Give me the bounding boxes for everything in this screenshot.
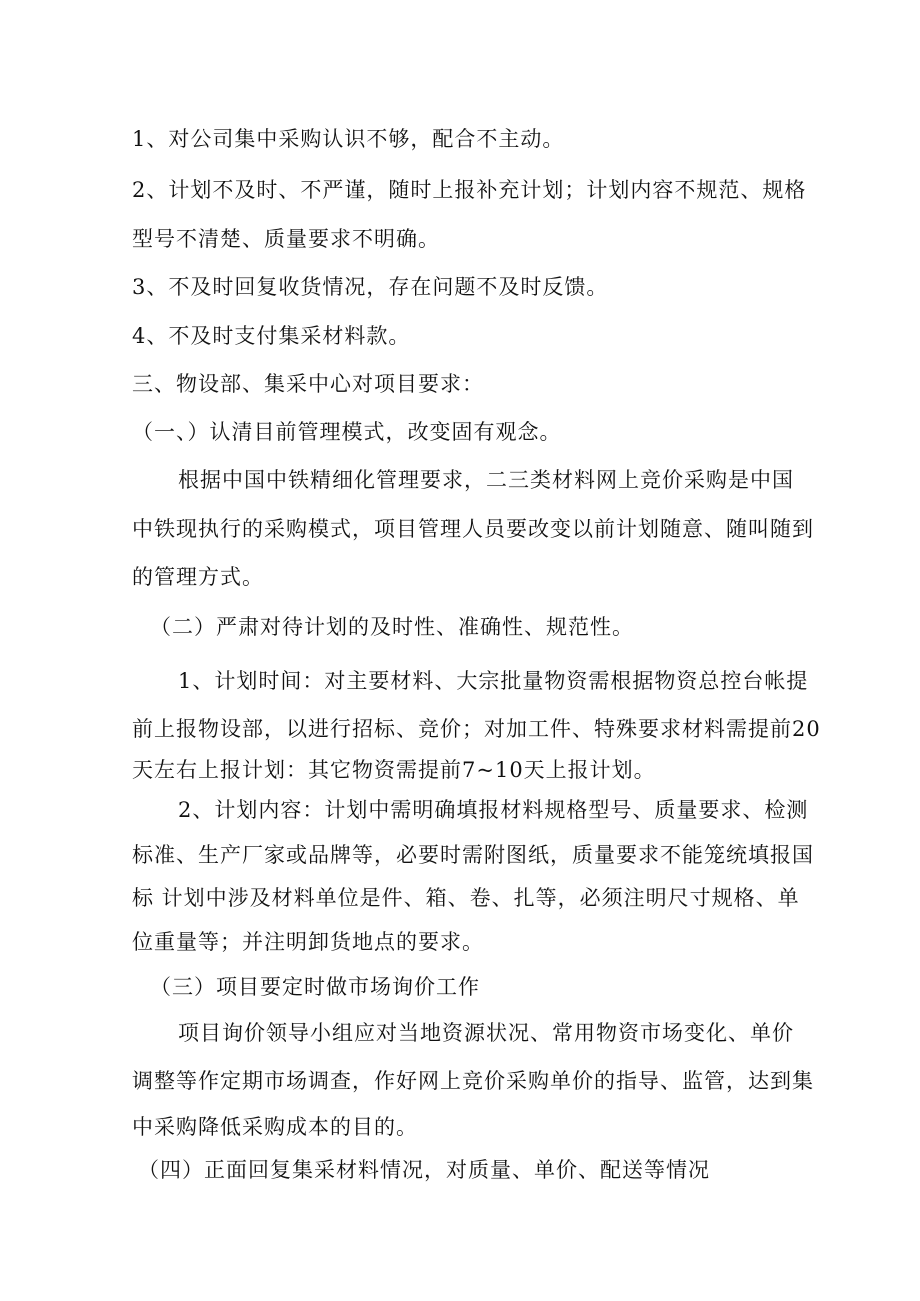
list-item-3: 3、不及时回复收货情况，存在问题不及时反馈。 xyxy=(132,275,609,299)
list-item-2: 2、计划不及时、不严谨，随时上报补充计划；计划内容不规范、规格 xyxy=(132,178,807,202)
list-item-2-continued: 型号不清楚、质量要求不明确。 xyxy=(132,227,440,251)
plan-time-line-2: 前上报物设部，以进行招标、竞价；对加工件、特殊要求材料需提前20 xyxy=(132,717,821,741)
plan-time-line-1: 1、计划时间：对主要材料、大宗批量物资需根据物资总控台帐提 xyxy=(178,669,809,693)
list-item-1: 1、对公司集中采购认识不够，配合不主动。 xyxy=(132,127,565,151)
paragraph-1-line-2: 中铁现执行的采购模式，项目管理人员要改变以前计划随意、随叫随到 xyxy=(132,517,814,541)
paragraph-3-line-3: 中采购降低采购成本的目的。 xyxy=(132,1115,418,1139)
plan-content-line-2: 标准、生产厂家或品牌等，必要时需附图纸，质量要求不能笼统填报国 xyxy=(132,843,814,867)
plan-content-line-3: 标 计划中涉及材料单位是件、箱、卷、扎等，必须注明尺寸规格、单 xyxy=(132,886,800,910)
subheading-1: （一、）认清目前管理模式，改变固有观念。 xyxy=(132,420,562,444)
subheading-3: （三）项目要定时做市场询价工作 xyxy=(150,975,480,999)
section-heading-3: 三、物设部、集采中心对项目要求： xyxy=(132,372,484,396)
plan-content-line-1: 2、计划内容：计划中需明确填报材料规格型号、质量要求、检测 xyxy=(178,798,809,822)
plan-content-line-4: 位重量等；并注明卸货地点的要求。 xyxy=(132,930,484,954)
paragraph-1-line-3: 的管理方式。 xyxy=(132,565,264,589)
paragraph-3-line-1: 项目询价领导小组应对当地资源状况、常用物资市场变化、单价 xyxy=(178,1021,794,1045)
list-item-4: 4、不及时支付集采材料款。 xyxy=(132,324,411,348)
plan-time-line-3: 天左右上报计划：其它物资需提前7~10天上报计划。 xyxy=(132,758,656,782)
subheading-2: （二）严肃对待计划的及时性、准确性、规范性。 xyxy=(150,615,634,639)
paragraph-1-line-1: 根据中国中铁精细化管理要求，二三类材料网上竞价采购是中国 xyxy=(178,468,794,492)
subheading-4: （四）正面回复集采材料情况，对质量、单价、配送等情况 xyxy=(138,1158,710,1182)
paragraph-3-line-2: 调整等作定期市场调查，作好网上竞价采购单价的指导、监管，达到集 xyxy=(132,1069,814,1093)
